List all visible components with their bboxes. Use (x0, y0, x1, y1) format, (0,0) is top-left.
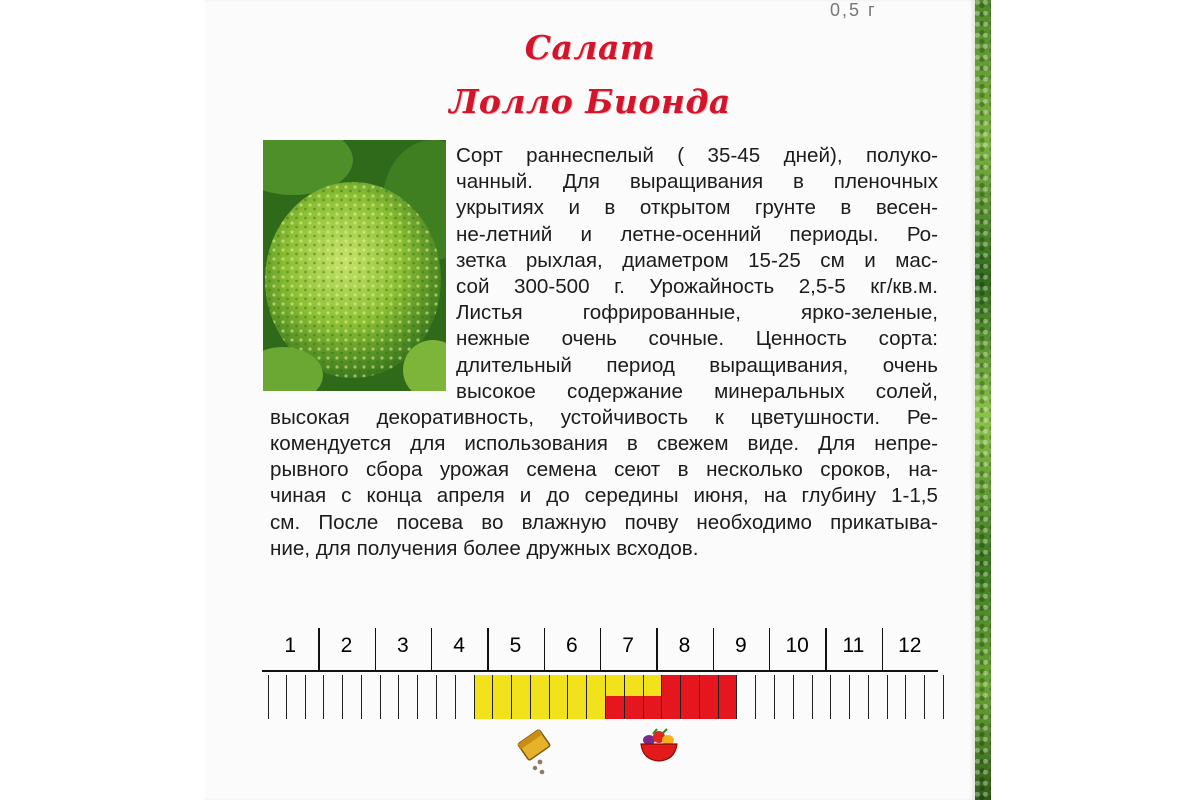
description-line: укрытиях и в открытом грунте в весен- (456, 196, 938, 220)
month-label: 8 (678, 634, 691, 657)
calendar-decade-cell (531, 675, 550, 719)
description-line: высокое содержание минеральных солей, (456, 379, 938, 403)
month-divider (656, 628, 657, 670)
month-divider (318, 628, 319, 670)
month-label: 7 (622, 634, 634, 657)
calendar-decade-cell (906, 675, 925, 719)
seed-packet-icon (516, 728, 556, 783)
description-line: зетка рыхлая, диаметром 15-25 см и мас- (456, 248, 938, 272)
description-line: чанный. Для выращивания в пленочных (456, 170, 938, 194)
month-label: 2 (340, 634, 353, 657)
month-label: 10 (785, 634, 809, 657)
description-line: см. После посева во влажную почву необходимо прикатыва- (270, 510, 938, 534)
description-line: высокая декоративность, устойчивость к цветушности. Ре- (270, 405, 938, 429)
calendar-decade-cell (794, 675, 813, 719)
month-label: 12 (898, 634, 922, 657)
month-label: 9 (734, 634, 747, 657)
calendar-decade-cell (813, 675, 832, 719)
month-label: 11 (842, 634, 865, 657)
packet-weight-text: 0,5 г (830, 0, 877, 20)
product-title-line-1: Салат (524, 28, 656, 67)
calendar-decade-cell (343, 675, 362, 719)
vegetable-bowl-icon (637, 728, 681, 771)
month-label: 4 (453, 634, 465, 657)
description-line: ние, для получения более дружных всходов. (270, 536, 699, 560)
calendar-decade-cell (381, 675, 400, 719)
month-divider (825, 628, 826, 670)
calendar-decade-cell (550, 675, 569, 719)
product-title-line-2: Лолло Бионда (449, 82, 731, 121)
sowing-harvest-calendar (262, 628, 938, 720)
description-line: нежные очень сочные. Ценность сорта: (456, 327, 938, 351)
calendar-decade-cell (456, 675, 475, 719)
calendar-axis-line (262, 670, 938, 672)
calendar-decade-cell (587, 675, 606, 719)
description-line: Сорт раннеспелый ( 35-45 дней), полуко- (456, 144, 938, 167)
month-label: 1 (284, 634, 296, 657)
description-line: не-летний и летне-осенний периоды. Ро- (456, 222, 938, 246)
calendar-decade-cell (831, 675, 850, 719)
calendar-decade-cell (756, 675, 775, 719)
calendar-decade-cell (625, 675, 644, 719)
description-line: рывного сбора урожая семена сеют в несколько сроков, на- (270, 458, 938, 482)
calendar-decade-cell (437, 675, 456, 719)
calendar-decade-cell (869, 675, 888, 719)
calendar-decade-cell (700, 675, 719, 719)
month-divider (713, 628, 714, 670)
calendar-decade-cell (775, 675, 794, 719)
calendar-decade-cell (475, 675, 494, 719)
calendar-decade-cell (644, 675, 663, 719)
calendar-decade-cell (681, 675, 700, 719)
calendar-decade-cell (287, 675, 306, 719)
calendar-decade-cell (737, 675, 756, 719)
calendar-decade-cell (719, 675, 738, 719)
description-line: чиная с конца апреля и до середины июня, на глубину 1-1,5 (270, 484, 938, 508)
month-label: 3 (396, 634, 409, 657)
month-divider (487, 628, 488, 670)
description-text (270, 143, 938, 562)
calendar-decade-cell (306, 675, 325, 719)
calendar-decade-cell (888, 675, 907, 719)
packet-green-edge (975, 0, 991, 800)
month-divider (431, 628, 432, 670)
calendar-decade-cell (512, 675, 531, 719)
calendar-decade-cell (493, 675, 512, 719)
month-divider (882, 628, 883, 670)
calendar-decade-cell (418, 675, 437, 719)
calendar-decade-cell (925, 675, 944, 719)
month-divider (375, 628, 376, 670)
month-divider (769, 628, 770, 670)
month-label: 5 (509, 634, 522, 657)
description-line: Листья гофрированные, ярко-зеленые, (456, 301, 938, 325)
month-divider (544, 628, 545, 670)
calendar-decade-cell (268, 675, 287, 719)
description-line: длительный период выращивания, очень (456, 353, 938, 377)
calendar-decade-cell (568, 675, 587, 719)
description-line: комендуется для использования в свежем виде. Для непре- (270, 432, 938, 456)
calendar-decade-cell (399, 675, 418, 719)
calendar-decade-cell (324, 675, 343, 719)
calendar-decade-cell (850, 675, 869, 719)
month-label: 6 (565, 634, 578, 657)
calendar-decade-cell (662, 675, 681, 719)
month-divider (600, 628, 601, 670)
description-line: сой 300-500 г. Урожайность 2,5-5 кг/кв.м. (456, 274, 938, 298)
calendar-decade-cell (606, 675, 625, 719)
calendar-decade-cell (362, 675, 381, 719)
